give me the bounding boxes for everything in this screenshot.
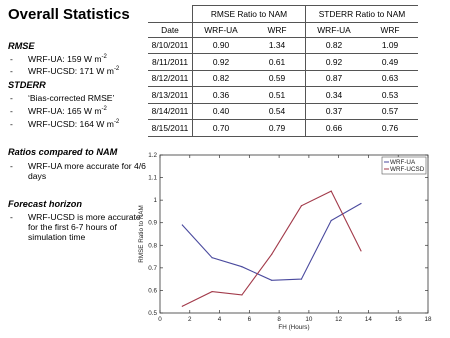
- y-axis-label: RMSE Ratio to NAM: [138, 205, 145, 263]
- legend-label: WRF-UA: [390, 159, 416, 166]
- x-tick-label: 8: [277, 316, 281, 323]
- col-header-rmse-ua: WRF-UA: [193, 22, 250, 37]
- series-point-wrf-ucsd: [212, 291, 213, 292]
- row-date-cell: 8/14/2011: [148, 103, 193, 120]
- x-tick-label: 16: [394, 316, 402, 323]
- y-tick-label: 0.9: [148, 219, 157, 227]
- series-point-wrf-ucsd: [241, 294, 242, 295]
- section-heading-stderr: STDERR: [8, 80, 46, 90]
- bullet-stderr-ua: - WRF-UA: 165 W $m^{-2}$: [10, 106, 107, 116]
- col-header-date: Date: [148, 22, 193, 37]
- row-value-cell: 0.61: [249, 54, 306, 71]
- series-point-wrf-ucsd: [182, 306, 183, 307]
- y-tick-label: 0.6: [148, 287, 157, 295]
- row-date-cell: 8/13/2011: [148, 87, 193, 104]
- row-value-cell: 0.63: [362, 70, 418, 87]
- row-value-cell: 0.57: [362, 103, 418, 120]
- section-heading-rmse: RMSE: [8, 41, 35, 51]
- row-value-cell: 0.49: [362, 54, 418, 71]
- series-point-wrf-ua: [331, 220, 332, 221]
- y-tick-label: 0.5: [148, 310, 157, 317]
- series-point-wrf-ua: [360, 203, 361, 204]
- row-value-cell: 0.53: [362, 87, 418, 104]
- series-point-wrf-ucsd: [271, 254, 272, 255]
- group-header-stderr: STDERR Ratio to NAM: [306, 6, 419, 23]
- col-header-stderr-ua: WRF-UA: [306, 22, 363, 37]
- group-header-rmse: RMSE Ratio to NAM: [193, 6, 306, 23]
- row-value-cell: 0.82: [193, 70, 250, 87]
- row-value-cell: 0.40: [193, 103, 250, 120]
- series-point-wrf-ua: [241, 266, 242, 267]
- x-tick-label: 12: [335, 316, 343, 323]
- row-value-cell: 0.76: [362, 120, 418, 137]
- bullet-ratios: - WRF-UA more accurate for 4/6 days: [10, 161, 146, 181]
- slide-title: Overall Statistics: [8, 6, 130, 23]
- bullet-rmse-ucsd: - WRF-UCSD: 171 W $m^{-2}$: [10, 66, 120, 76]
- y-tick-label: 1.2: [148, 152, 157, 159]
- section-heading-ratios: Ratios compared to NAM: [8, 147, 118, 157]
- x-tick-label: 10: [305, 316, 313, 323]
- row-value-cell: 0.34: [306, 87, 363, 104]
- section-heading-horizon: Forecast horizon: [8, 199, 83, 209]
- x-tick-label: 14: [364, 316, 372, 323]
- col-header-rmse-wrf: WRF: [249, 22, 306, 37]
- bullet-rmse-ua: - WRF-UA: 159 W $m^{-2}$: [10, 54, 107, 64]
- row-date-cell: 8/15/2011: [148, 120, 193, 137]
- x-tick-label: 18: [424, 316, 432, 323]
- row-value-cell: 0.79: [249, 120, 306, 137]
- row-value-cell: 0.36: [193, 87, 250, 104]
- row-value-cell: 1.09: [362, 37, 418, 54]
- row-date-cell: 8/11/2011: [148, 54, 193, 71]
- row-value-cell: 0.70: [193, 120, 250, 137]
- col-header-stderr-wrf: WRF: [362, 22, 418, 37]
- bullet-stderr-desc: - ‘Bias-corrected RMSE’: [10, 93, 115, 103]
- series-point-wrf-ua: [182, 224, 183, 225]
- row-value-cell: 0.92: [306, 54, 363, 71]
- series-point-wrf-ua: [301, 279, 302, 280]
- row-value-cell: 0.87: [306, 70, 363, 87]
- row-value-cell: 0.59: [249, 70, 306, 87]
- plot-frame: [160, 155, 428, 313]
- row-value-cell: 0.82: [306, 37, 363, 54]
- row-value-cell: 0.90: [193, 37, 250, 54]
- y-tick-label: 1.1: [148, 174, 157, 182]
- row-date-cell: 8/12/2011: [148, 70, 193, 87]
- x-tick-label: 6: [247, 316, 252, 323]
- row-value-cell: 0.92: [193, 54, 250, 71]
- series-point-wrf-ua: [271, 280, 272, 281]
- row-date-cell: 8/10/2011: [148, 37, 193, 54]
- series-point-wrf-ucsd: [360, 250, 361, 251]
- row-value-cell: 0.66: [306, 120, 363, 137]
- row-value-cell: 1.34: [249, 37, 306, 54]
- series-point-wrf-ua: [212, 257, 213, 258]
- legend-label: WRF-UCSD: [390, 166, 425, 173]
- bullet-stderr-ucsd: - WRF-UCSD: 164 W $m^{-2}$: [10, 119, 120, 129]
- y-tick-label: 1: [153, 197, 157, 205]
- bullet-horizon: - WRF-UCSD is more accurate for the first 6-7 hours of simulation time: [10, 212, 141, 242]
- x-tick-label: 4: [217, 316, 222, 323]
- y-tick-label: 0.7: [148, 264, 157, 272]
- row-value-cell: 0.51: [249, 87, 306, 104]
- row-value-cell: 0.54: [249, 103, 306, 120]
- x-axis-label: FH (Hours): [278, 324, 310, 331]
- row-value-cell: 0.37: [306, 103, 363, 120]
- y-tick-label: 0.8: [148, 242, 157, 250]
- series-point-wrf-ucsd: [331, 191, 332, 192]
- series-point-wrf-ucsd: [301, 205, 302, 206]
- x-tick-label: 0: [158, 316, 162, 323]
- x-tick-label: 2: [188, 316, 192, 323]
